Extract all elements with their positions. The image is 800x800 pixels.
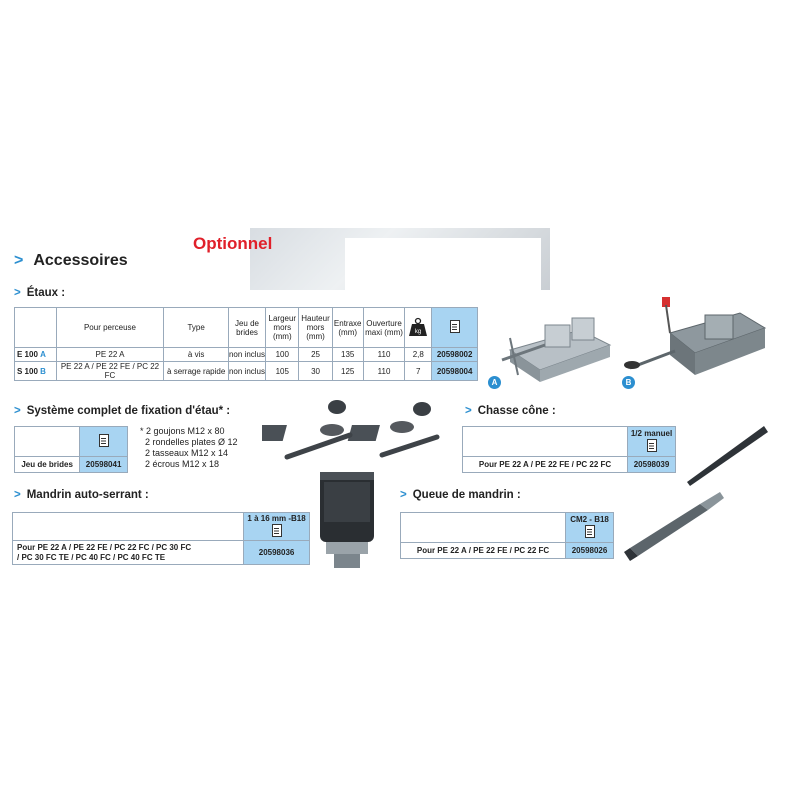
chevron-right-icon: > [400,489,407,501]
queue-table [400,512,614,559]
vise-a-label: A [488,376,501,389]
col-ouverture: Ouverture maxi (mm) [363,308,405,348]
chevron-right-icon: > [14,489,21,501]
document-icon [585,525,595,538]
mandrin-ref: 20598036 [244,541,310,565]
queue-head: CM2 - B18 [566,513,614,543]
accessoires-title: Accessoires [33,252,128,269]
systeme-heading [14,405,230,417]
chevron-right-icon: > [14,405,21,417]
document-icon [99,434,109,447]
document-icon [450,320,460,333]
item-goujons: * 2 goujons M12 x 80 [140,426,225,436]
arbor-image [620,486,730,566]
row2-type: à serrage rapide [164,362,228,381]
col-jeu: Jeu de brides [228,308,265,348]
mandrin-title: Mandrin auto-serrant : [26,489,149,501]
col-entraxe: Entraxe (mm) [332,308,363,348]
row1-largeur: 100 [266,348,299,362]
chasse-heading [465,405,556,417]
col-hauteur: Hauteur mors (mm) [299,308,332,348]
ref-header [80,427,128,457]
queue-heading [400,489,521,501]
fixation-kit-image [262,395,442,470]
chasse-title: Chasse cône : [477,405,556,417]
row2-jeu: non inclus [228,362,265,381]
row2-largeur: 105 [266,362,299,381]
etaux-heading [14,287,65,299]
mandrin-head: 1 à 16 mm -B18 [244,513,310,541]
vise-a-image [490,300,620,390]
row1-entraxe: 135 [332,348,363,362]
row1-pour: PE 22 A [56,348,164,362]
systeme-table [14,426,128,473]
systeme-items [140,426,238,470]
queue-ref: 20598026 [566,543,614,559]
systeme-ref: 20598041 [80,457,128,473]
document-icon [647,439,657,452]
optionnel-label: Optionnel [193,234,273,253]
row2-hauteur: 30 [299,362,332,381]
vise-b-label: B [622,376,635,389]
row2-ref: 20598004 [432,362,478,381]
col-ref [432,308,478,348]
mandrin-heading [14,489,149,501]
col-type: Type [164,308,228,348]
document-icon [272,524,282,537]
systeme-title: Système complet de fixation d'étau* : [26,405,231,417]
row1-ouverture: 110 [363,348,405,362]
row2-model: S 100 B [15,362,57,381]
banner-blank [345,238,541,298]
item-ecrous: 2 écrous M12 x 18 [145,459,220,469]
empty-header [463,427,628,457]
queue-title: Queue de mandrin : [412,489,521,501]
row2-ouverture: 110 [363,362,405,381]
item-tasseaux: 2 tasseaux M12 x 14 [145,448,229,458]
item-rondelles: 2 rondelles plates Ø 12 [145,437,238,447]
chasse-row-label: Pour PE 22 A / PE 22 FE / PC 22 FC [463,457,628,473]
empty-header [13,513,244,541]
chasse-head: 1/2 manuel [628,427,676,457]
col-largeur: Largeur mors (mm) [266,308,299,348]
queue-row-label: Pour PE 22 A / PE 22 FE / PC 22 FC [401,543,566,559]
row1-jeu: non inclus [228,348,265,362]
svg-text:kg: kg [415,328,422,335]
row1-poids: 2,8 [405,348,432,362]
row2-entraxe: 125 [332,362,363,381]
chevron-right-icon: > [465,405,472,417]
row2-pour: PE 22 A / PE 22 FE / PC 22 FC [56,362,164,381]
etaux-title: Étaux : [26,287,66,299]
chasse-ref: 20598039 [628,457,676,473]
col-weight [405,308,432,348]
section-title [14,252,128,270]
empty-header [15,308,57,348]
row1-model: E 100 A [15,348,57,362]
row1-hauteur: 25 [299,348,332,362]
systeme-row-label: Jeu de brides [15,457,80,473]
weight-icon [407,316,429,338]
row2-poids: 7 [405,362,432,381]
mandrin-table [12,512,310,565]
row1-type: à vis [164,348,228,362]
chevron-right-icon: > [14,252,24,269]
etaux-table [14,307,478,381]
chuck-image [312,462,382,572]
drift-key-image [682,420,772,490]
mandrin-row-label: Pour PE 22 A / PE 22 FE / PC 22 FC / PC 30 FC / PC 30 FC TE / PC 40 FC / PC 40 FC TE [13,541,244,565]
chasse-table [462,426,676,473]
chevron-right-icon: > [14,287,21,299]
empty-header [401,513,566,543]
row1-ref: 20598002 [432,348,478,362]
vise-b-image [620,293,770,393]
empty-header [15,427,80,457]
col-pour: Pour perceuse [56,308,164,348]
